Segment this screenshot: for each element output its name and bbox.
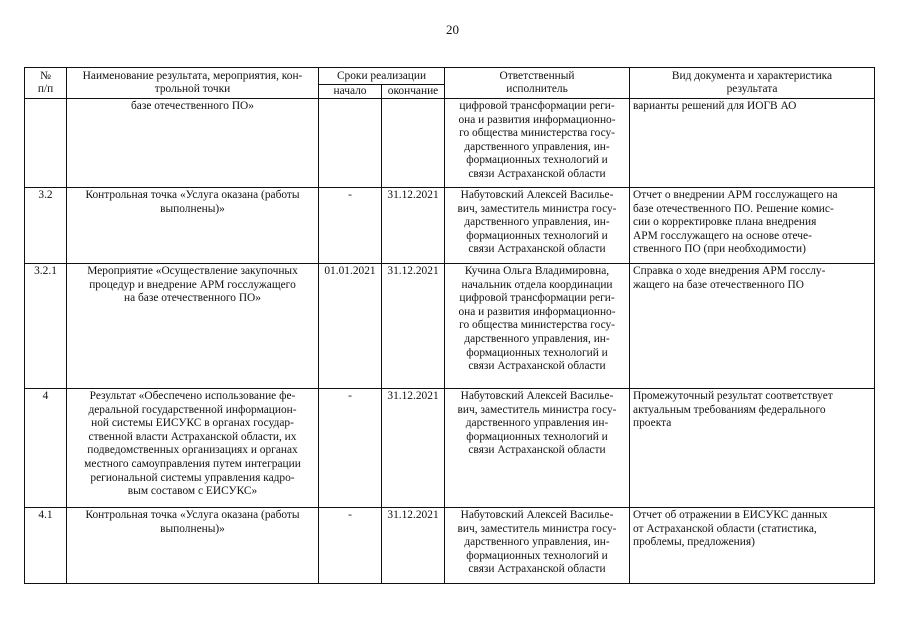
header-period: Сроки реализации — [319, 68, 445, 85]
table-row — [25, 389, 875, 508]
row-start: - — [319, 389, 382, 508]
table-row — [25, 264, 875, 389]
table-row — [25, 188, 875, 264]
row-document: Промежуточный результат соответствует актуальным требованиям федерального проекта — [630, 389, 875, 508]
row-num: 3.2.1 — [25, 264, 67, 389]
row-responsible: Набутовский Алексей Василье- вич, заместитель министра госу- дарственного управления, ин- формационных технологий и связи Астраханской области — [445, 508, 630, 584]
row-document: Справка о ходе внедрения АРМ госслу- жащего на базе отечественного ПО — [630, 264, 875, 389]
row-num: 4 — [25, 389, 67, 508]
plan-table — [24, 67, 875, 584]
row-document: Отчет об отражении в ЕИСУКС данных от Астраханской области (статистика, проблемы, предложения) — [630, 508, 875, 584]
row-start: - — [319, 188, 382, 264]
row-name: базе отечественного ПО» — [67, 99, 319, 188]
header-document: Вид документа и характеристика результата — [630, 68, 875, 99]
row-num: 3.2 — [25, 188, 67, 264]
row-name: Мероприятие «Осуществление закупочных процедур и внедрение АРМ госслужащего на базе отечественного ПО» — [67, 264, 319, 389]
row-end: 31.12.2021 — [382, 264, 445, 389]
row-responsible: Кучина Ольга Владимировна, начальник отдела координации цифровой трансформации реги- она и развития информационно- го общества министерства госу- дарственного управления, ин- формационных технологий и связи Астраханской области — [445, 264, 630, 389]
row-document: Отчет о внедрении АРМ госслужащего на базе отечественного ПО. Решение комис- сии о корректировке плана внедрения АРМ госслужащего на основе отече- ственного ПО (при необходимости) — [630, 188, 875, 264]
header-num: № п/п — [25, 68, 67, 99]
row-end — [382, 99, 445, 188]
row-start: 01.01.2021 — [319, 264, 382, 389]
row-end: 31.12.2021 — [382, 188, 445, 264]
row-responsible: цифровой трансформации реги- она и развития информационно- го общества министерства госу- дарственного управления, ин- формационных технологий и связи Астраханской области — [445, 99, 630, 188]
row-document: варианты решений для ИОГВ АО — [630, 99, 875, 188]
row-num — [25, 99, 67, 188]
header-end: окончание — [382, 85, 445, 99]
row-num: 4.1 — [25, 508, 67, 584]
table-row — [25, 508, 875, 584]
row-name: Контрольная точка «Услуга оказана (работы выполнены)» — [67, 508, 319, 584]
row-start — [319, 99, 382, 188]
header-responsible: Ответственный исполнитель — [445, 68, 630, 99]
page-number: 20 — [446, 22, 459, 37]
row-start: - — [319, 508, 382, 584]
row-responsible: Набутовский Алексей Василье- вич, заместитель министра госу- дарственного управления, ин- формационных технологий и связи Астраханской области — [445, 188, 630, 264]
row-responsible: Набутовский Алексей Василье- вич, заместитель министра госу- дарственного управления ин- формационных технологий и связи Астраханской области — [445, 389, 630, 508]
row-end: 31.12.2021 — [382, 389, 445, 508]
header-name: Наименование результата, мероприятия, кон- трольной точки — [67, 68, 319, 99]
row-name: Контрольная точка «Услуга оказана (работы выполнены)» — [67, 188, 319, 264]
table-row — [25, 99, 875, 188]
row-end: 31.12.2021 — [382, 508, 445, 584]
row-name: Результат «Обеспечено использование фе- деральной государственной информацион- ной системы ЕИСУКС в органах государ- ственной власти Астраханской области, их подведомственных организациях и органах местного самоуправления путем интеграции региональной системы управления кадро- вым составом с ЕИСУКС» — [67, 389, 319, 508]
header-start: начало — [319, 85, 382, 99]
